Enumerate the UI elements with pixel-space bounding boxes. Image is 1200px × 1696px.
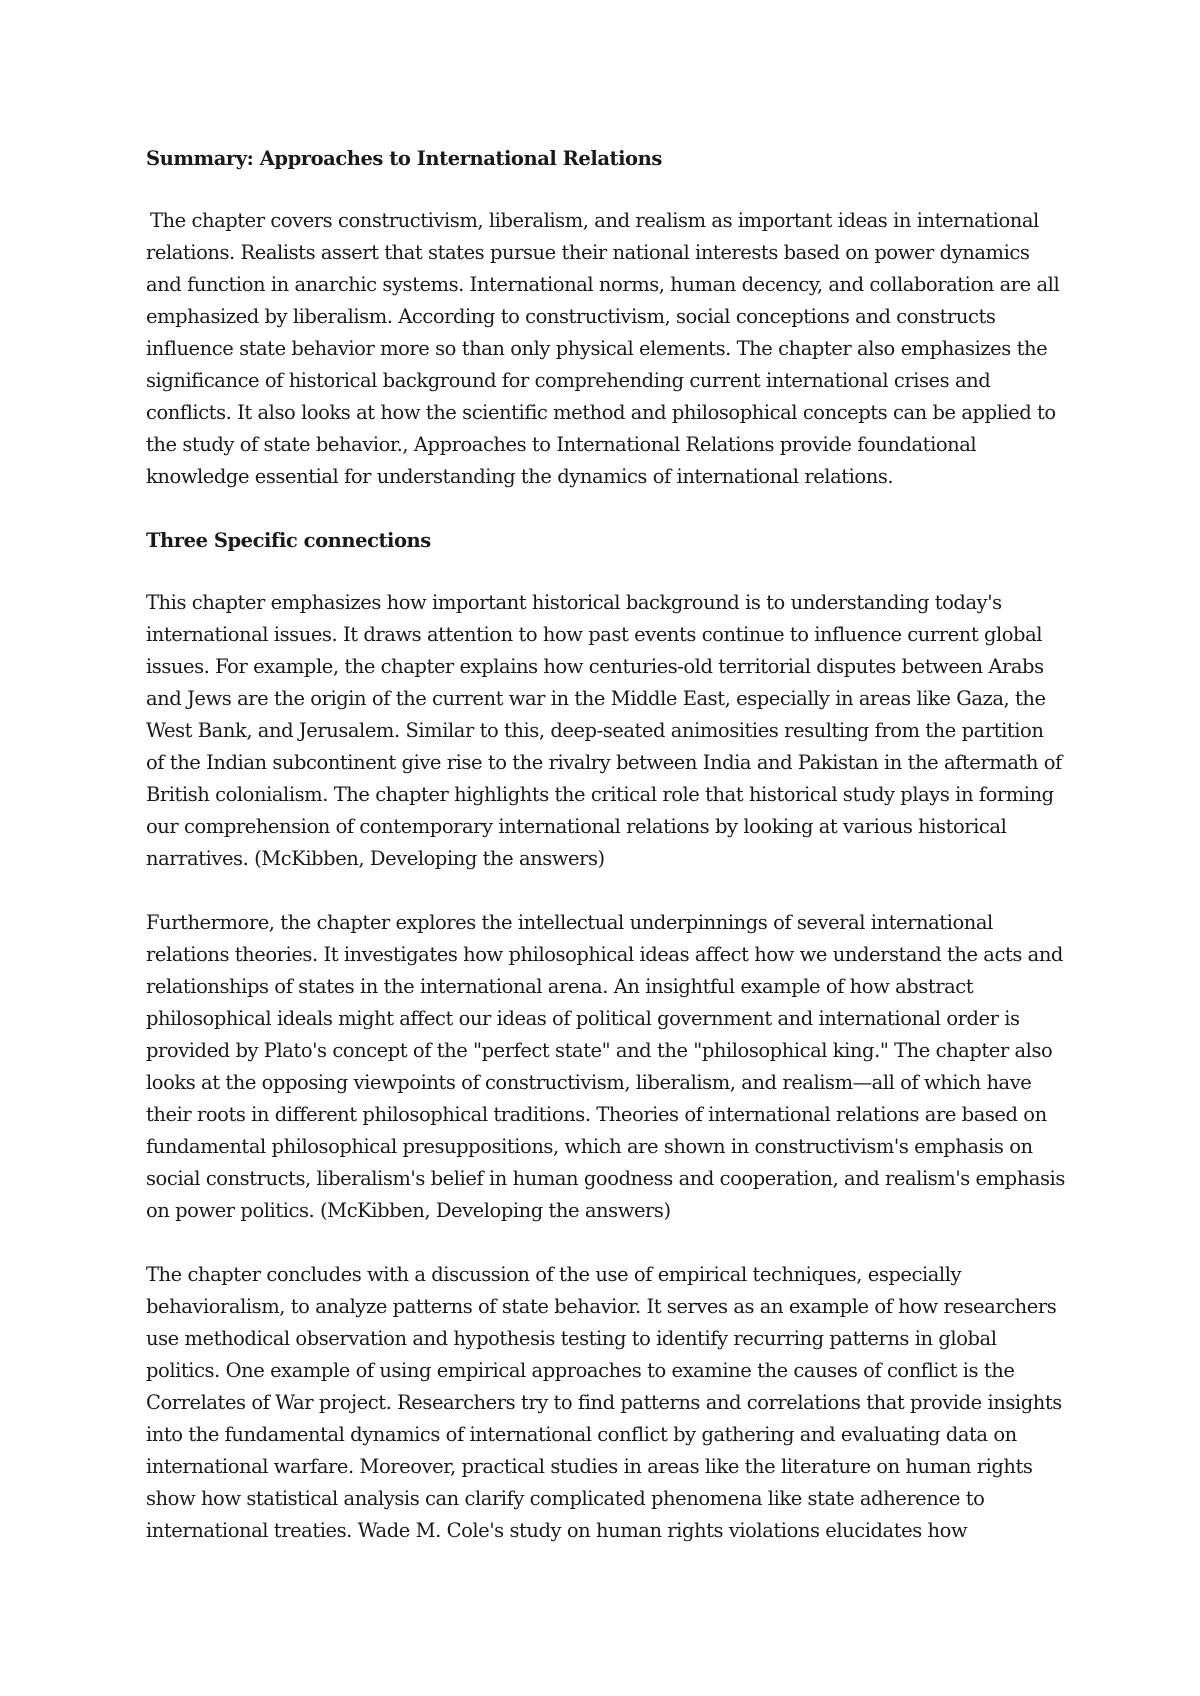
summary-paragraph: The chapter covers constructivism, liberalism, and realism as important ideas in international relations. Realists assert that states pursue their national interests based on power dynamics and function in anarchic systems. International norms, human decency, and collaboration are all emphasized by liberalism. According to constructivism, social conceptions and constructs influence state behavior more so than only physical elements. The chapter also emphasizes the significance of historical background for comprehending current international crises and conflicts. It also looks at how the scientific method and philosophical concepts can be applied to the study of state behavior., Approaches to International Relations provide foundational knowledge essential for understanding the dynamics of international relations. [146, 209, 1060, 488]
document-body [146, 143, 1066, 1579]
connection-paragraph-3: The chapter concludes with a discussion of the use of empirical techniques, especially behavioralism, to analyze patterns of state behavior. It serves as an example of how researchers use methodical observation and hypothesis testing to identify recurring patterns in global politics. One example of using empirical approaches to examine the causes of conflict is the Correlates of War project. Researchers try to find patterns and correlations that provide insights into the fundamental dynamics of international conflict by gathering and evaluating data on international warfare. Moreover, practical studies in areas like the literature on human rights show how statistical analysis can clarify complicated phenomena like state adherence to international treaties. Wade M. Cole's study on human rights violations elucidates how [146, 1263, 1062, 1542]
summary-heading: Summary: Approaches to International Relations [146, 147, 662, 170]
connections-heading: Three Specific connections [146, 529, 431, 552]
connection-paragraph-2: Furthermore, the chapter explores the intellectual underpinnings of several international relations theories. It investigates how philosophical ideas affect how we understand the acts and relationships of states in the international arena. An insightful example of how abstract philosophical ideals might affect our ideas of political government and international order is provided by Plato's concept of the "perfect state" and the "philosophical king." The chapter also looks at the opposing viewpoints of constructivism, liberalism, and realism—all of which have their roots in different philosophical traditions. Theories of international relations are based on fundamental philosophical presuppositions, which are shown in constructivism's emphasis on social constructs, liberalism's belief in human goodness and cooperation, and realism's emphasis on power politics. (McKibben, Developing the answers) [146, 911, 1065, 1222]
connection-paragraph-1: This chapter emphasizes how important historical background is to understanding today's international issues. It draws attention to how past events continue to influence current global issues. For example, the chapter explains how centuries-old territorial disputes between Arabs and Jews are the origin of the current war in the Middle East, especially in areas like Gaza, the West Bank, and Jerusalem. Similar to this, deep-seated animosities resulting from the partition of the Indian subcontinent give rise to the rivalry between India and Pakistan in the aftermath of British colonialism. The chapter highlights the critical role that historical study plays in forming our comprehension of contemporary international relations by looking at various historical narratives. (McKibben, Developing the answers) [146, 591, 1062, 870]
